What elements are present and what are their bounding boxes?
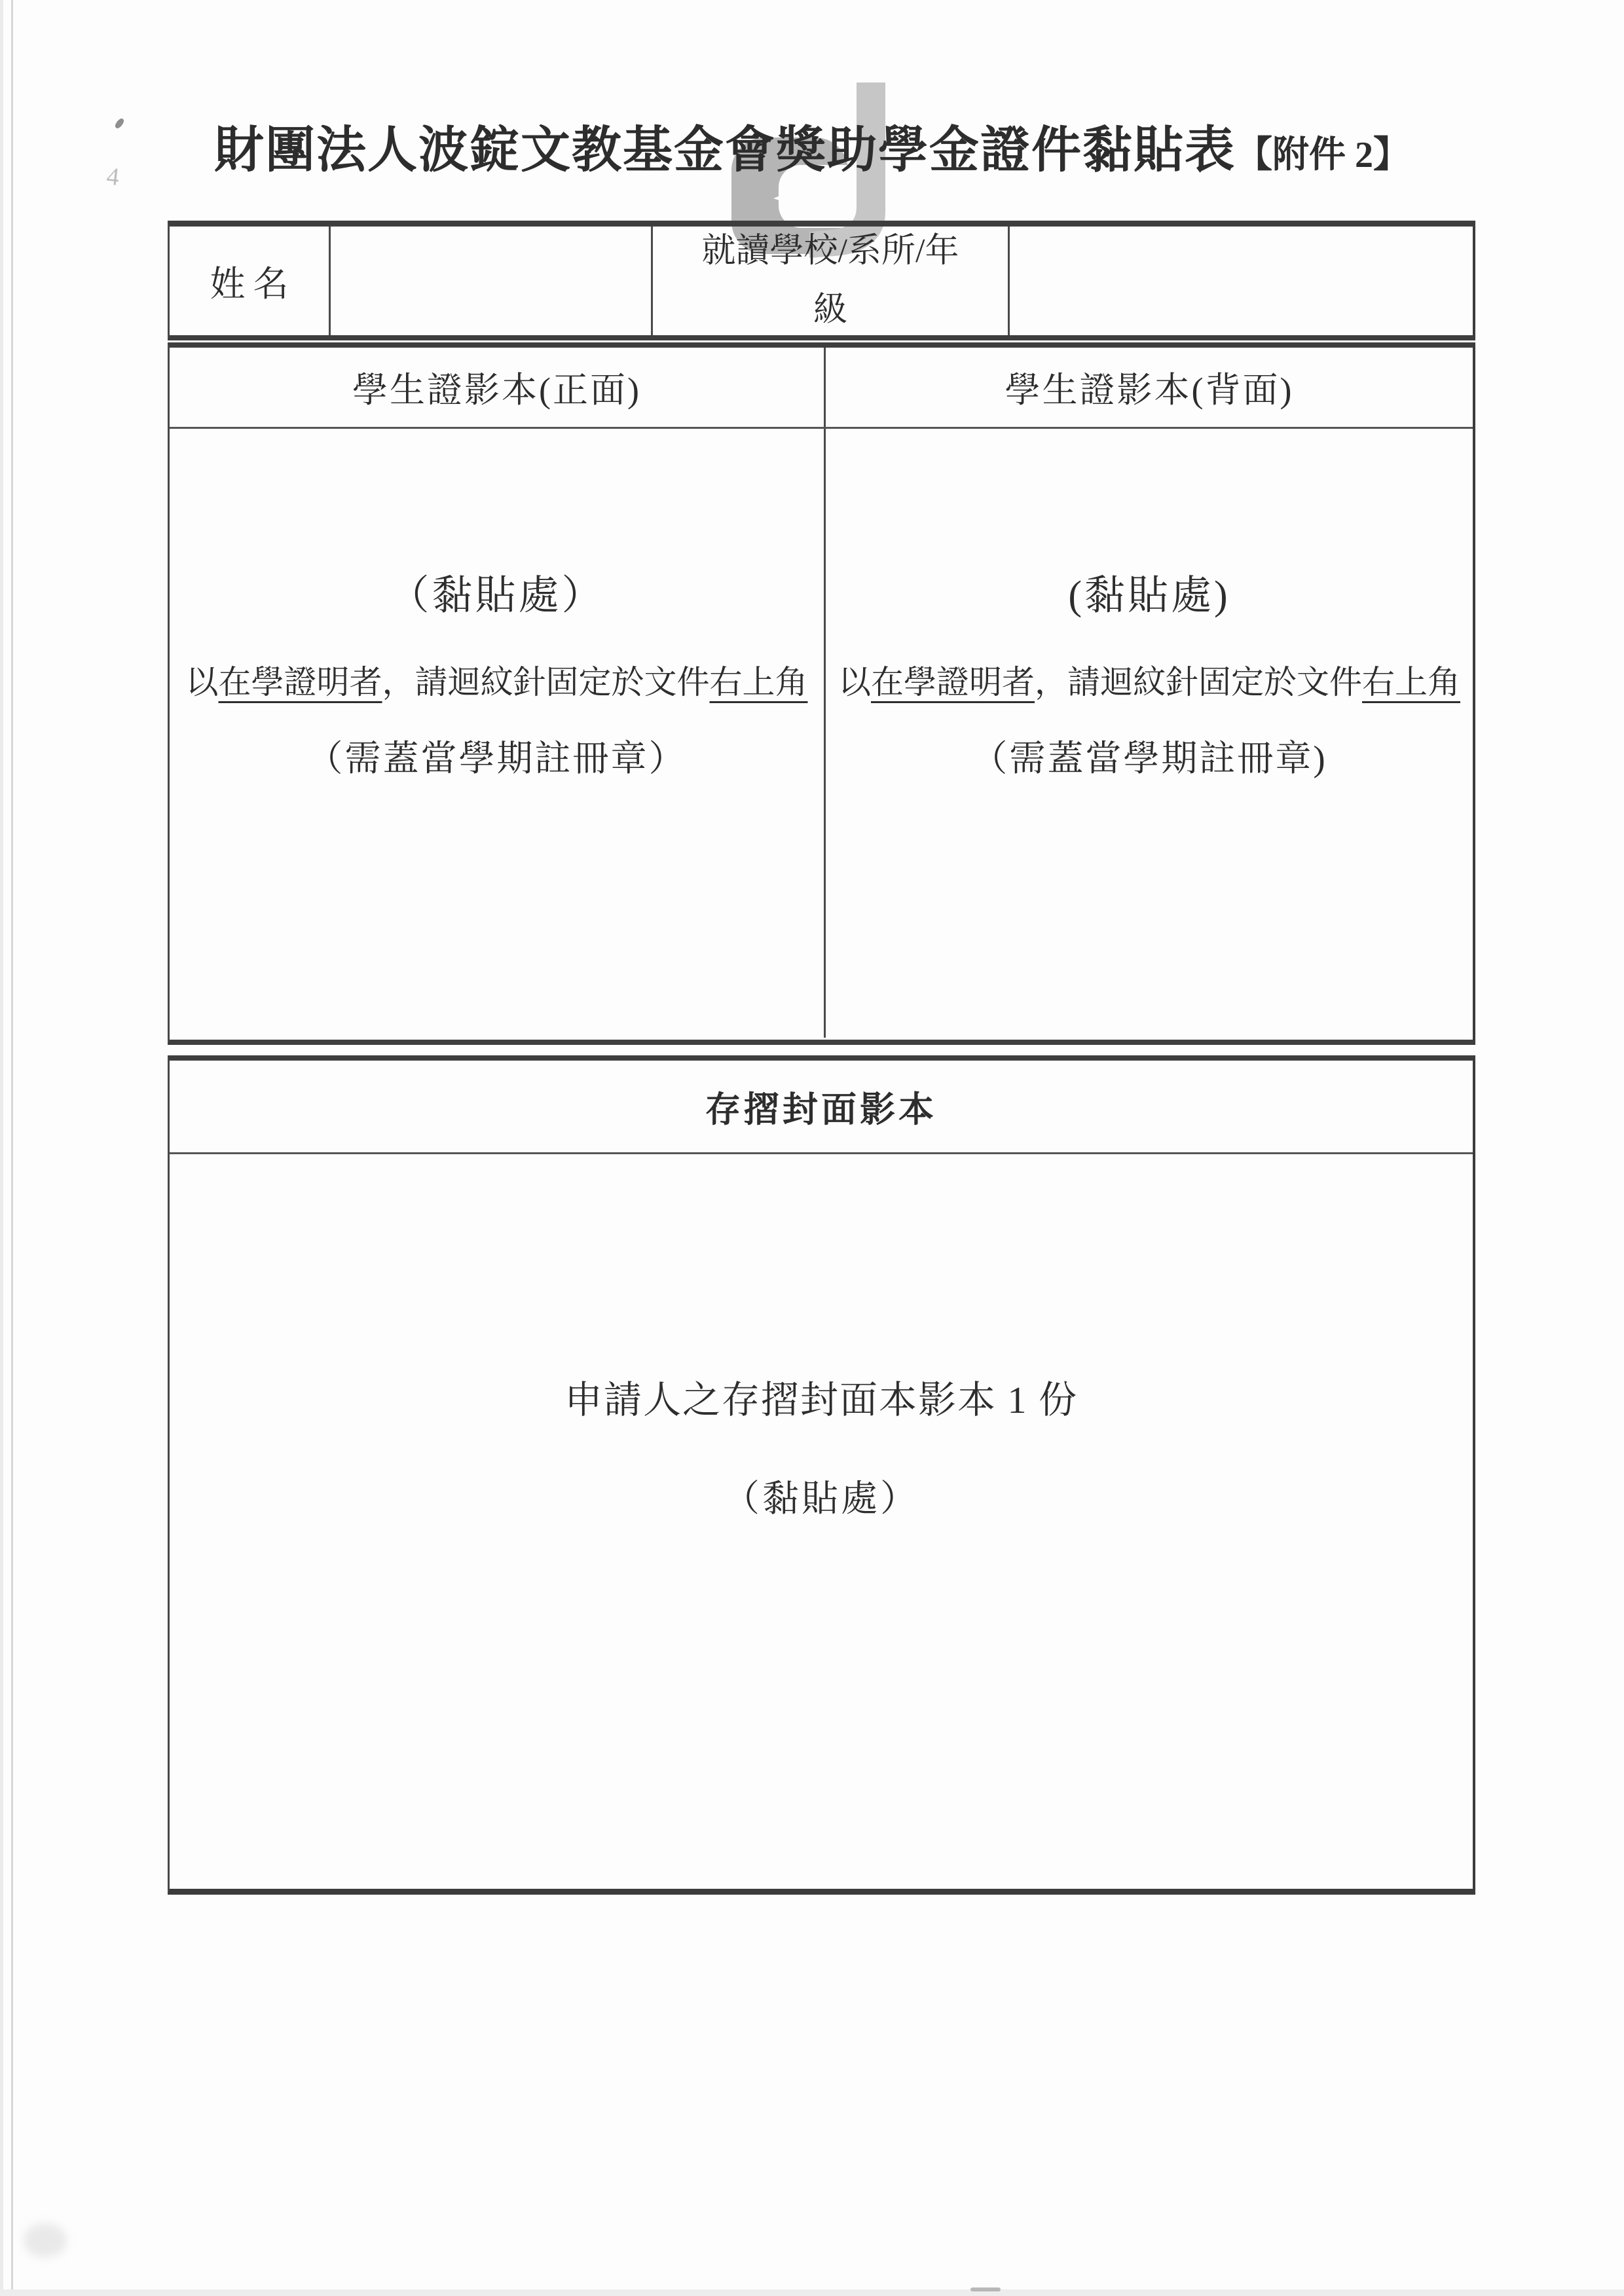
instruction-underlined-enrollment: 在學證明者 [871, 664, 1035, 701]
school-value-cell [1010, 227, 1473, 335]
student-id-front-paste-area [170, 429, 826, 1038]
registration-stamp-note: （需蓋當學期註冊章) [971, 738, 1327, 778]
scan-speck: 4 [105, 162, 121, 191]
paste-here-label: （黏貼處） [388, 574, 605, 618]
bankbook-copy-instruction: 申請人之存摺封面本影本 1 份 [564, 1379, 1078, 1421]
paperclip-instruction [186, 661, 808, 704]
paperclip-instruction [838, 661, 1460, 704]
bankbook-cover-header: 存摺封面影本 [170, 1061, 1473, 1154]
instruction-text: 以 [838, 664, 871, 701]
instruction-underlined-corner: 右上角 [1362, 664, 1460, 701]
student-id-back-header: 學生證影本(背面) [1005, 371, 1294, 410]
paste-here-label: （黏貼處） [723, 1479, 919, 1520]
instruction-text: 以 [185, 664, 219, 701]
student-id-table [168, 342, 1475, 1045]
title-attachment-tag: 【附件 2】 [1236, 135, 1410, 175]
bankbook-paste-area [170, 1154, 1473, 1887]
student-id-header-row [170, 348, 1473, 429]
school-label: 就讀學校/系所/年級 [701, 232, 959, 329]
scan-bottom-band [0, 2289, 1624, 2296]
page-title [0, 113, 1624, 193]
applicant-info-table [168, 221, 1475, 340]
student-id-body-row [170, 429, 1473, 1038]
student-id-front-header: 學生證影本(正面) [170, 348, 826, 427]
page-title-main: 財團法人波錠文教基金會獎助學金證件黏貼表 [214, 123, 1236, 178]
scan-edge-strip [0, 0, 3, 2296]
school-label-cell [653, 227, 1010, 335]
instruction-text: ，請迴紋針固定於文件 [382, 664, 710, 701]
scan-speck [24, 2223, 67, 2257]
scan-speck [970, 2287, 1001, 2291]
paste-here-label: (黏貼處) [1068, 574, 1230, 618]
instruction-underlined-enrollment: 在學證明者 [218, 664, 382, 701]
instruction-text: ，請迴紋針固定於文件 [1035, 664, 1362, 701]
instruction-underlined-corner: 右上角 [709, 664, 808, 701]
name-value-cell [331, 227, 653, 335]
registration-stamp-note: （需蓋當學期註冊章） [306, 738, 687, 778]
bankbook-cover-table [168, 1055, 1475, 1895]
student-id-back-paste-area [826, 429, 1473, 1038]
name-label-cell: 姓名 [170, 227, 331, 335]
scan-edge-line [11, 0, 13, 2296]
